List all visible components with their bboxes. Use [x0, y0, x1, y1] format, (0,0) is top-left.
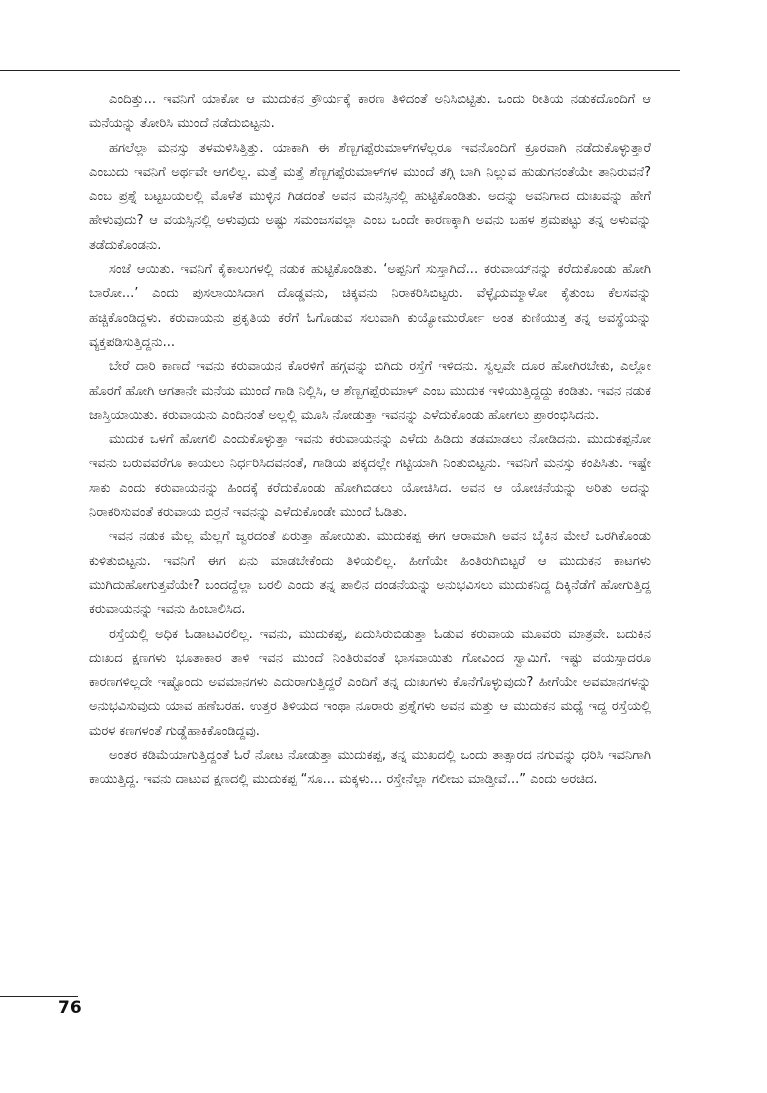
- paragraph: ರಸ್ತೆಯಲ್ಲಿ ಅಧಿಕ ಓಡಾಟವಿರಲಿಲ್ಲ. ಇವನು, ಮುದುಕಪ್ಪ, ಏದುಸಿರುಬಿಡುತ್ತಾ ಓಡುವ ಕರುವಾಯ ಮೂವರು ಮಾತ್ರವೇ. ಬದುಕಿನ ದುಃಖದ ಕ್ಷಣಗಳು ಭೂತಾಕಾರ ತಾಳಿ ಇವನ ಮುಂದೆ ನಿಂತಿರುವಂತೆ ಭಾಸವಾಯಿತು ಗೋವಿಂದ ಸ್ವಾಮಿಗೆ. ಇಷ್ಟು ವಯಸ್ಸಾದರೂ ಕಾರಣಗಳಿಲ್ಲದೇ ಇಷ್ಟೊಂದು ಅವಮಾನಗಳು ಎದುರಾಗುತ್ತಿದ್ದರೆ ಎಂದಿಗೆ ತನ್ನ ದುಃಖಗಳು ಕೊನೆಗೊಳ್ಳುವುದು? ಹೀಗೆಯೇ ಅವಮಾನಗಳನ್ನು ಅನುಭವಿಸುವುದು ಯಾವ ಹಣೆಬರಹ. ಉತ್ತರ ತಿಳಿಯದ ಇಂಥಾ ನೂರಾರು ಪ್ರಶ್ನೆಗಳು ಅವನ ಮತ್ತು ಆ ಮುದುಕನ ಮಧ್ಯೆ ಇದ್ದ ರಸ್ತೆಯಲ್ಲಿ ಮರಳ ಕಣಗಳಂತೆ ಗುಡ್ಡೆಹಾಕಿಕೊಂಡಿದ್ದವು.: [89, 626, 651, 739]
- body-text: [89, 88, 651, 793]
- paragraph: ಬೇರೆ ದಾರಿ ಕಾಣದೆ ಇವನು ಕರುವಾಯನ ಕೊರಳಿಗೆ ಹಗ್ಗವನ್ನು ಬಿಗಿದು ರಸ್ತೆಗೆ ಇಳಿದನು. ಸ್ವಲ್ಪವೇ ದೂರ ಹೋಗಿರಬೇಕು, ಎಲ್ಲೋ ಹೊರಗೆ ಹೋಗಿ ಆಗತಾನೇ ಮನೆಯ ಮುಂದೆ ಗಾಡಿ ನಿಲ್ಲಿಸಿ, ಆ ಶೆಣ್ಬಗಪ್ಪೆರುಮಾಳ್ ಎಂಬ ಮುದುಕ ಇಳಿಯುತ್ತಿದ್ದದ್ದು ಕಂಡಿತು. ಇವನ ನಡುಕ ಜಾಸ್ತಿಯಾಯಿತು. ಕರುವಾಯನು ಎಂದಿನಂತೆ ಅಲ್ಲಲ್ಲಿ ಮೂಸಿ ನೋಡುತ್ತಾ ಇವನನ್ನು ಎಳೆದುಕೊಂಡು ಹೋಗಲು ಪ್ರಾರಂಭಿಸಿದನು.: [89, 359, 651, 423]
- paragraph: ಅಂತರ ಕಡಿಮೆಯಾಗುತ್ತಿದ್ದಂತೆ ಓರೆ ನೋಟ ನೋಡುತ್ತಾ ಮುದುಕಪ್ಪ, ತನ್ನ ಮುಖದಲ್ಲಿ ಒಂದು ತಾತ್ಸಾರದ ನಗುವನ್ನು ಧರಿಸಿ ಇವನಿಗಾಗಿ ಕಾಯುತ್ತಿದ್ದ. ಇವನು ದಾಟುವ ಕ್ಷಣದಲ್ಲಿ ಮುದುಕಪ್ಪ “ಸೂ... ಮಕ್ಕಳು... ರಸ್ತೇನೆಲ್ಲಾ ಗಲೀಜು ಮಾಡ್ತೀವೆ...” ಎಂದು ಅರಚಿದ.: [89, 748, 651, 788]
- header-rule: [0, 70, 680, 71]
- page-number: 76: [58, 998, 82, 1018]
- paragraph: ಎಂದಿತ್ತು... ಇವನಿಗೆ ಯಾಕೋ ಆ ಮುದುಕನ ಕ್ರೌರ್ಯಕ್ಕೆ ಕಾರಣ ತಿಳಿದಂತೆ ಅನಿಸಿಬಿಟ್ಟಿತು. ಒಂದು ರೀತಿಯ ನಡುಕದೊಂದಿಗೆ ಆ ಮನೆಯನ್ನು ತೋರಿಸಿ ಮುಂದೆ ನಡೆದುಬಿಟ್ಟನು.: [89, 92, 651, 132]
- paragraph: ಸಂಜೆ ಆಯಿತು. ಇವನಿಗೆ ಕೈಕಾಲುಗಳಲ್ಲಿ ನಡುಕ ಹುಟ್ಟಿಕೊಂಡಿತು. ‘ಅಪ್ಪನಿಗೆ ಸುಸ್ತಾಗಿದೆ... ಕರುವಾಯ್‍ನನ್ನು ಕರೆದುಕೊಂಡು ಹೋಗಿ ಬಾರೋ...’ ಎಂದು ಪುಸಲಾಯಿಸಿದಾಗ ದೊಡ್ಡವನು, ಚಿಕ್ಕವನು ನಿರಾಕರಿಸಿಬಿಟ್ಟರು. ವೆಳ್ಳೈಯಮ್ಮಾಳೋ ಕೈತುಂಬ ಕೆಲಸವನ್ನು ಹಚ್ಚಿಕೊಂಡಿದ್ದಳು. ಕರುವಾಯನು ಪ್ರಕೃತಿಯ ಕರೆಗೆ ಓಗೊಡುವ ಸಲುವಾಗಿ ಕುಯ್ಯೋಮುರ್ರೋ ಅಂತ ಕುಣಿಯುತ್ತ ತನ್ನ ಅವಸ್ಥೆಯನ್ನು ವ್ಯಕ್ತಪಡಿಸುತ್ತಿದ್ದನು...: [89, 262, 651, 350]
- paragraph: ಇವನ ನಡುಕ ಮೆಲ್ಲ ಮೆಲ್ಲಗೆ ಜ್ವರದಂತೆ ಏರುತ್ತಾ ಹೋಯಿತು. ಮುದುಕಪ್ಪ ಈಗ ಆರಾಮಾಗಿ ಅವನ ಬೈಕಿನ ಮೇಲೆ ಒರಗಿಕೊಂಡು ಕುಳಿತುಬಿಟ್ಟನು. ಇವನಿಗೆ ಈಗ ಏನು ಮಾಡಬೇಕೆಂದು ತಿಳಿಯಲಿಲ್ಲ. ಹೀಗೆಯೇ ಹಿಂತಿರುಗಿಬಿಟ್ಟರೆ ಆ ಮುದುಕನ ಕಾಟಗಳು ಮುಗಿದುಹೋಗುತ್ತವೆಯೇ? ಬಂದದ್ದೆಲ್ಲಾ ಬರಲಿ ಎಂದು ತನ್ನ ಪಾಲಿನ ದಂಡನೆಯನ್ನು ಅನುಭವಿಸಲು ಮುದುಕನಿದ್ದ ದಿಕ್ಕಿನೆಡೆಗೆ ಹೋಗುತ್ತಿದ್ದ ಕರುವಾಯನನ್ನು ಇವನು ಹಿಂಬಾಲಿಸಿದ.: [89, 529, 651, 618]
- footer-rule: [0, 996, 78, 997]
- paragraph: ಮುದುಕ ಒಳಗೆ ಹೋಗಲಿ ಎಂದುಕೊಳ್ಳುತ್ತಾ ಇವನು ಕರುವಾಯನನ್ನು ಎಳೆದು ಹಿಡಿದು ತಡಮಾಡಲು ನೋಡಿದನು. ಮುದುಕಪ್ಪನೋ ಇವನು ಬರುವವರೆಗೂ ಕಾಯಲು ನಿರ್ಧರಿಸಿದವನಂತೆ, ಗಾಡಿಯ ಪಕ್ಕದಲ್ಲೇ ಗಟ್ಟಿಯಾಗಿ ನಿಂತುಬಿಟ್ಟನು. ಇವನಿಗೆ ಮನಸ್ಸು ಕಂಪಿಸಿತು. ಇಷ್ಟೇ ಸಾಕು ಎಂದು ಕರುವಾಯನನ್ನು ಹಿಂದಕ್ಕೆ ಕರೆದುಕೊಂಡು ಹೋಗಿಬಿಡಲು ಯೋಚಿಸಿದ. ಅವನ ಆ ಯೋಚನೆಯನ್ನು ಅರಿತು ಅದನ್ನು ನಿರಾಕರಿಸುವಂತೆ ಕರುವಾಯ ಬಿರ್ರನೆ ಇವನನ್ನು ಎಳೆದುಕೊಂಡೇ ಮುಂದೆ ಓಡಿತು.: [89, 432, 651, 521]
- paragraph: ಹಗಲೆಲ್ಲಾ ಮನಸ್ಸು ತಳಮಳಿಸಿತ್ತಿತ್ತು. ಯಾಕಾಗಿ ಈ ಶೆಣ್ಬಗಪ್ಪೆರುಮಾಳ್‍ಗಳೆಲ್ಲರೂ ಇವನೊಂದಿಗೆ ಕ್ರೂರವಾಗಿ ನಡೆದುಕೊಳ್ಳುತ್ತಾರೆ ಎಂಬುದು ಇವನಿಗೆ ಅರ್ಥವೇ ಆಗಲಿಲ್ಲ. ಮತ್ತೆ ಮತ್ತೆ ಶೆಣ್ಬಗಪ್ಪೆರುಮಾಳ್‍ಗಳ ಮುಂದೆ ತಗ್ಗಿ ಬಾಗಿ ನಿಲ್ಲುವ ಹುಡುಗನಂತೆಯೇ ತಾನಿರುವನೆ? ಎಂಬ ಪ್ರಶ್ನೆ ಬಟ್ಟಬಯಲಲ್ಲಿ ಮೊಳೆತ ಮುಳ್ಳಿನ ಗಿಡದಂತೆ ಅವನ ಮನಸ್ಸಿನಲ್ಲಿ ಹುಟ್ಟಿಕೊಂಡಿತು. ಅದನ್ನು ಅವನಿಗಾದ ದುಃಖವನ್ನು ಹೇಗೆ ಹೇಳುವುದು? ಆ ವಯಸ್ಸಿನಲ್ಲಿ ಅಳುವುದು ಅಷ್ಟು ಸಮಂಜಸವಲ್ಲಾ ಎಂಬ ಒಂದೇ ಕಾರಣಕ್ಕಾಗಿ ಅವನು ಬಹಳ ಶ್ರಮಪಟ್ಟು ತನ್ನ ಅಳುವನ್ನು ತಡೆದುಕೊಂಡನು.: [89, 140, 651, 253]
